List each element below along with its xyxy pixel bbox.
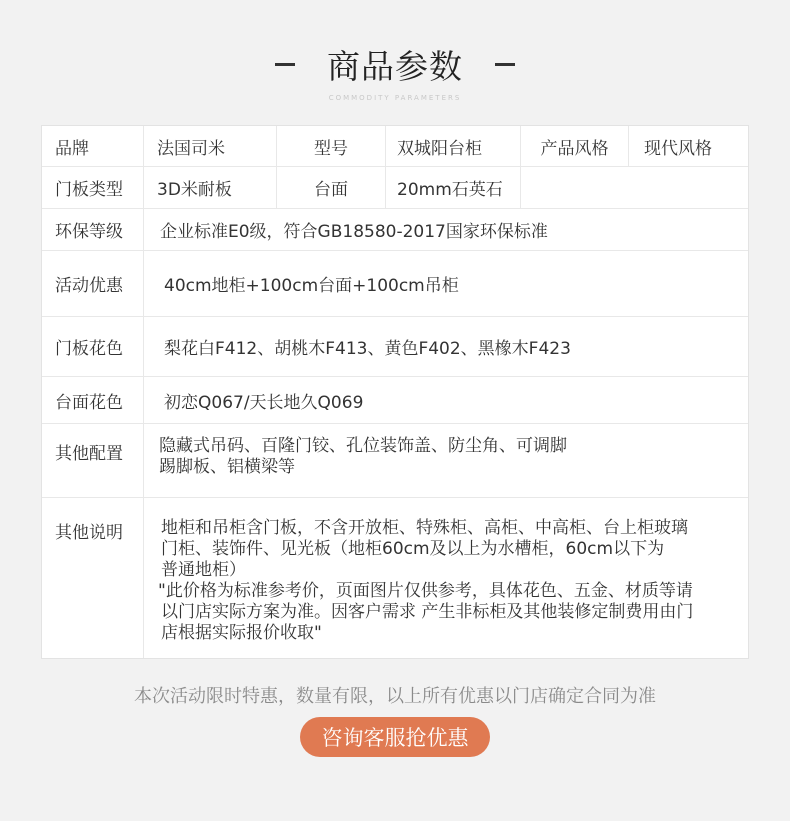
page-title: 商品参数 — [327, 46, 463, 86]
table-row-door-type — [42, 167, 748, 209]
style-value: 现代风格 — [644, 138, 712, 159]
table-row-brand — [42, 126, 748, 167]
params-table — [41, 125, 749, 659]
config-value — [144, 424, 748, 497]
table-row-notes — [42, 498, 748, 658]
notes-line: "此价格为标准参考价，页面图片仅供参考，具体花色、五金、材质等请 — [158, 581, 693, 601]
door-type-label: 门板类型 — [55, 180, 123, 200]
config-line: 隐藏式吊码、百隆门铰、孔位装饰盖、防尘角、可调脚 — [159, 436, 567, 456]
countertop-value: 20mm石英石 — [397, 180, 503, 200]
promo-value: 40cm地柜+100cm台面+100cm吊柜 — [164, 276, 459, 296]
style-label: 产品风格 — [540, 138, 609, 159]
table-row-door-color — [42, 317, 748, 377]
page-subtitle: COMMODITY PARAMETERS — [328, 94, 462, 102]
table-row-eco — [42, 209, 748, 251]
notes-line: 普通地柜） — [161, 560, 246, 580]
title-dash-right — [495, 63, 515, 66]
promo-label: 活动优惠 — [55, 276, 123, 296]
top-color-value: 初恋Q067/天长地久Q069 — [164, 392, 364, 413]
model-label: 型号 — [314, 138, 348, 159]
table-row-config — [42, 424, 748, 498]
notes-line: 门柜、装饰件、见光板（地柜60cm及以上为水槽柜，60cm以下为 — [161, 539, 665, 559]
top-color-label: 台面花色 — [55, 392, 123, 413]
config-line: 踢脚板、铝横梁等 — [159, 457, 295, 477]
brand-label: 品牌 — [55, 138, 89, 159]
config-label: 其他配置 — [55, 444, 123, 464]
section-header — [0, 36, 790, 102]
notes-line: 地柜和吊柜含门板，不含开放柜、特殊柜、高柜、中高柜、台上柜玻璃 — [161, 518, 688, 538]
brand-value: 法国司米 — [157, 138, 225, 159]
model-value: 双城阳台柜 — [397, 138, 482, 159]
notes-line: 店根据实际报价收取" — [161, 623, 322, 643]
door-color-value: 梨花白F412、胡桃木F413、黄色F402、黑橡木F423 — [164, 339, 571, 359]
door-color-label: 门板花色 — [55, 339, 123, 359]
door-type-value: 3D米耐板 — [157, 180, 232, 200]
table-row-top-color — [42, 377, 748, 424]
notes-value — [144, 498, 748, 658]
notes-line: 以门店实际方案为准。因客户需求 产生非标柜及其他装修定制费用由门 — [161, 602, 694, 622]
notes-label: 其他说明 — [55, 523, 123, 543]
table-row-promo — [42, 251, 748, 317]
title-row — [0, 36, 790, 92]
countertop-label: 台面 — [314, 180, 348, 200]
eco-label: 环保等级 — [55, 222, 123, 242]
promo-disclaimer: 本次活动限时特惠，数量有限，以上所有优惠以门店确定合同为准 — [134, 686, 656, 707]
title-dash-left — [275, 63, 295, 66]
eco-value: 企业标准E0级，符合GB18580-2017国家环保标准 — [160, 222, 548, 242]
consult-service-button[interactable]: 咨询客服抢优惠 — [300, 717, 490, 757]
